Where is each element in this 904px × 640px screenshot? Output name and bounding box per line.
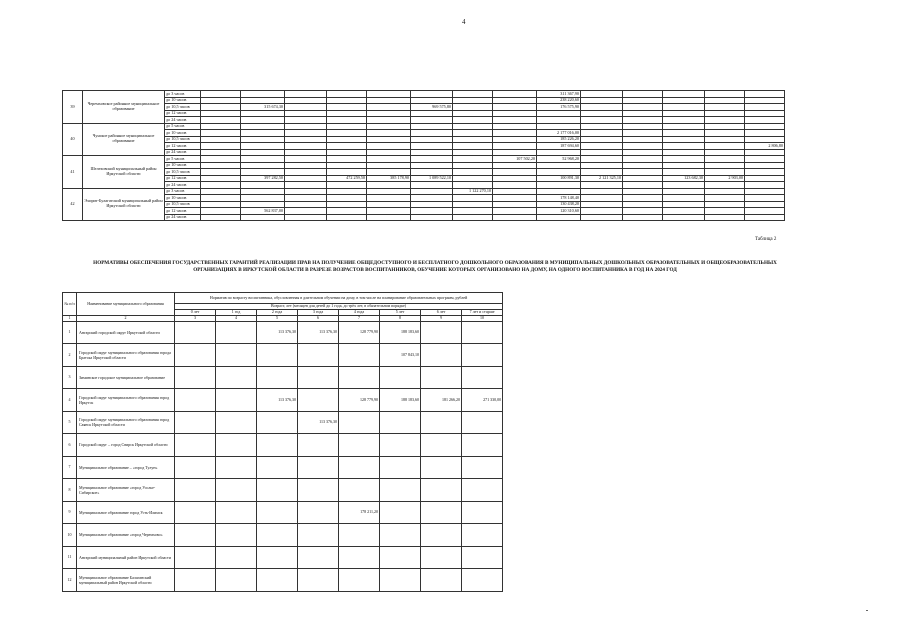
value-cell: 107 843,10	[380, 344, 421, 367]
value-cell: 472 259,50	[327, 175, 367, 182]
stay-duration: до 12 часов	[165, 110, 201, 117]
value-cell	[257, 434, 298, 457]
value-cell	[462, 344, 503, 367]
value-cell	[175, 546, 216, 569]
value-cell: 178 211,20	[339, 501, 380, 524]
stay-duration: до 24 часов	[165, 182, 201, 189]
value-cell	[257, 501, 298, 524]
value-cell	[257, 344, 298, 367]
value-cell: 123 682,30	[663, 175, 705, 182]
value-cell	[257, 366, 298, 389]
value-cell	[421, 569, 462, 592]
value-cell	[339, 569, 380, 592]
municipality-name: Шелеховский муниципальный район Иркутской области	[83, 156, 165, 189]
value-cell: 311 367,90	[537, 91, 581, 98]
municipality-name: Городской округ муниципального образования город Саянск Иркутской области	[77, 411, 175, 434]
section-title: НОРМАТИВЫ ОБЕСПЕЧЕНИЯ ГОСУДАРСТВЕННЫХ ГАРАНТИЙ РЕАЛИЗАЦИИ ПРАВ НА ПОЛУЧЕНИЕ ОБЩЕДОСТУПНОГО И БЕСПЛАТНОГО ДОШКОЛЬНОГО ОБРАЗОВАНИЯ В МУНИЦИПАЛЬНЫХ ДОШКОЛЬНЫХ ОБРАЗОВАТЕЛЬНЫХ И ОБЩЕОБРАЗОВАТЕЛЬНЫХ ОРГАНИЗАЦИЯХ В ИРКУТСКОЙ ОБЛАСТИ В РАЗРЕЗЕ ВОЗРАСТОВ ВОСПИТАННИКОВ, ОБУЧЕНИЕ КОТОРЫХ ОРГАНИЗОВАНО НА ДОМУ, НА ОДНОГО ВОСПИТАННИКА В ГОД НА 2024 ГОД	[93, 260, 777, 274]
stay-duration: до 10 часов	[165, 162, 201, 169]
value-cell	[663, 214, 705, 221]
value-cell	[339, 546, 380, 569]
value-cell: 2 121 325,10	[581, 175, 623, 182]
row-number: 3	[63, 366, 77, 389]
table-row	[63, 501, 503, 524]
row-number: 11	[63, 546, 77, 569]
value-cell	[581, 214, 623, 221]
table-row	[63, 546, 503, 569]
value-cell: 1 122 270,10	[453, 188, 493, 195]
value-cell: 52 968,20	[537, 156, 581, 163]
value-cell	[421, 344, 462, 367]
value-cell	[201, 214, 241, 221]
value-cell	[175, 344, 216, 367]
table-row	[63, 524, 503, 547]
stay-duration: до 10 часов	[165, 130, 201, 137]
value-cell	[298, 389, 339, 412]
value-cell	[298, 501, 339, 524]
column-number: 1	[63, 315, 77, 321]
value-cell	[175, 411, 216, 434]
value-cell	[380, 434, 421, 457]
header-name: Наименование муниципального образования	[77, 293, 175, 316]
value-cell	[241, 214, 285, 221]
value-cell	[216, 456, 257, 479]
stay-duration: до 12 часов	[165, 175, 201, 182]
column-number: 6	[298, 315, 339, 321]
value-cell	[421, 456, 462, 479]
column-number: 5	[257, 315, 298, 321]
value-cell	[367, 214, 411, 221]
value-cell: 113 376,30	[298, 411, 339, 434]
value-cell: 185 226,20	[537, 136, 581, 143]
column-number: 2	[77, 315, 175, 321]
stay-duration: до 10,5 часов	[165, 136, 201, 143]
municipality-name: Чунское районное муниципальное образование	[83, 123, 165, 156]
row-number: 7	[63, 456, 77, 479]
value-cell	[705, 214, 745, 221]
value-cell: 188 183,60	[380, 321, 421, 344]
value-cell	[257, 479, 298, 502]
value-cell	[421, 501, 462, 524]
column-number: 7	[339, 315, 380, 321]
value-cell	[216, 524, 257, 547]
value-cell	[421, 434, 462, 457]
row-number: 8	[63, 479, 77, 502]
row-number: 40	[63, 123, 83, 156]
value-cell	[339, 366, 380, 389]
value-cell	[339, 344, 380, 367]
row-number: 4	[63, 389, 77, 412]
value-cell	[216, 344, 257, 367]
value-cell	[339, 524, 380, 547]
value-cell: 385 178,90	[367, 175, 411, 182]
age-header: 3 года	[298, 310, 339, 316]
value-cell: 120 310,60	[537, 208, 581, 215]
stay-duration: до 12 часов	[165, 208, 201, 215]
row-number: 6	[63, 434, 77, 457]
row-number: 10	[63, 524, 77, 547]
column-number: 4	[216, 315, 257, 321]
stay-duration: до 10 часов	[165, 195, 201, 202]
value-cell: 238 220,60	[537, 97, 581, 104]
table-row	[63, 214, 785, 221]
value-cell: 178 148,40	[537, 195, 581, 202]
value-cell	[257, 546, 298, 569]
header-group: Норматив по возрасту воспитанника, обусловленная в длительном обучении на дому, в том числе на планирование образовательных программ, рублей	[175, 293, 503, 304]
value-cell	[216, 546, 257, 569]
value-cell	[216, 434, 257, 457]
norms-table-continuation	[62, 90, 785, 221]
stay-duration: до 10,5 часов	[165, 201, 201, 208]
value-cell	[462, 411, 503, 434]
row-number: 9	[63, 501, 77, 524]
value-cell: 969 575,80	[411, 104, 453, 111]
value-cell	[421, 546, 462, 569]
value-cell	[380, 411, 421, 434]
table-row	[63, 456, 503, 479]
value-cell	[453, 214, 493, 221]
value-cell	[380, 366, 421, 389]
table-row	[63, 411, 503, 434]
value-cell	[216, 501, 257, 524]
value-cell	[175, 434, 216, 457]
table-row	[63, 569, 503, 592]
value-cell: 128 779,90	[339, 389, 380, 412]
stay-duration: до 12 часов	[165, 143, 201, 150]
municipality-name: Ангарский муниципальный район Иркутской области	[77, 546, 175, 569]
stay-duration: до 3 часов	[165, 188, 201, 195]
value-cell	[175, 389, 216, 412]
value-cell	[175, 321, 216, 344]
row-number: 1	[63, 321, 77, 344]
value-cell	[298, 569, 339, 592]
row-number: 41	[63, 156, 83, 189]
value-cell: 187 694,60	[537, 143, 581, 150]
value-cell	[327, 214, 367, 221]
value-cell	[380, 456, 421, 479]
table-row	[63, 434, 503, 457]
value-cell	[380, 501, 421, 524]
value-cell	[462, 366, 503, 389]
age-header: 2 года	[257, 310, 298, 316]
municipality-name: Черемховское районное муниципальное образование	[83, 91, 165, 124]
header-num: № п/п	[63, 293, 77, 316]
value-cell: 128 779,90	[339, 321, 380, 344]
value-cell	[216, 569, 257, 592]
value-cell	[285, 214, 327, 221]
value-cell	[462, 501, 503, 524]
value-cell	[339, 411, 380, 434]
value-cell	[216, 366, 257, 389]
stay-duration: до 24 часов	[165, 214, 201, 221]
value-cell	[257, 411, 298, 434]
municipality-name: Зиминское городское муниципальное образование	[77, 366, 175, 389]
value-cell: 315 674,30	[241, 104, 285, 111]
value-cell: 2 903,00	[705, 175, 745, 182]
value-cell	[745, 214, 785, 221]
value-cell	[380, 546, 421, 569]
table-row	[63, 344, 503, 367]
table-row	[63, 321, 503, 344]
value-cell	[257, 456, 298, 479]
value-cell	[623, 214, 663, 221]
age-header: 4 года	[339, 310, 380, 316]
value-cell: 176 575,90	[537, 104, 581, 111]
stay-duration: до 24 часов	[165, 117, 201, 124]
row-number: 42	[63, 188, 83, 221]
municipality-name: Муниципальное образование «город Черемхово»	[77, 524, 175, 547]
value-cell	[257, 569, 298, 592]
value-cell	[175, 366, 216, 389]
value-cell: 188 183,60	[380, 389, 421, 412]
value-cell	[462, 546, 503, 569]
value-cell	[298, 456, 339, 479]
value-cell	[411, 214, 453, 221]
stay-duration: до 5 часов	[165, 123, 201, 130]
page-number: 4	[462, 18, 466, 26]
value-cell	[175, 479, 216, 502]
table-row	[63, 479, 503, 502]
value-cell	[298, 366, 339, 389]
municipality-name: Эхирит-Булагатский муниципальный район Иркутской области	[83, 188, 165, 221]
value-cell	[421, 524, 462, 547]
value-cell	[175, 456, 216, 479]
column-number: 3	[175, 315, 216, 321]
value-cell: 562 837,00	[241, 208, 285, 215]
age-header: 1 год	[216, 310, 257, 316]
value-cell	[216, 321, 257, 344]
value-cell	[537, 214, 581, 221]
value-cell: 113 376,30	[257, 321, 298, 344]
stay-duration: до 3 часов	[165, 91, 201, 98]
value-cell	[175, 501, 216, 524]
value-cell: 107 502,20	[493, 156, 537, 163]
scan-mark	[866, 610, 868, 611]
column-number: 10	[462, 315, 503, 321]
column-number: 9	[421, 315, 462, 321]
stay-duration: до 10,5 часов	[165, 169, 201, 176]
stay-duration: до 10,5 часов	[165, 104, 201, 111]
header-subgroup: Возраст, лет (месяцев для детей до 1 года, до трёх лет, в обязательном порядке)	[175, 304, 503, 310]
municipality-name: Ангарский городской округ Иркутской области	[77, 321, 175, 344]
value-cell	[380, 524, 421, 547]
value-cell	[380, 569, 421, 592]
value-cell: 130 438,20	[537, 201, 581, 208]
value-cell: 113 376,30	[257, 389, 298, 412]
value-cell	[298, 524, 339, 547]
column-number: 8	[380, 315, 421, 321]
value-cell	[216, 389, 257, 412]
municipality-name: Городской округ муниципального образования города Братска Иркутской области	[77, 344, 175, 367]
value-cell	[339, 434, 380, 457]
row-number: 39	[63, 91, 83, 124]
value-cell	[421, 366, 462, 389]
value-cell: 100 891,30	[537, 175, 581, 182]
age-header: 5 лет	[380, 310, 421, 316]
value-cell	[298, 344, 339, 367]
value-cell	[462, 479, 503, 502]
age-header: 6 лет	[421, 310, 462, 316]
value-cell	[339, 456, 380, 479]
value-cell: 1 089 522,10	[411, 175, 453, 182]
table-row	[63, 389, 503, 412]
value-cell: 113 376,30	[298, 321, 339, 344]
home-education-norms-table	[62, 292, 503, 592]
stay-duration: до 5 часов	[165, 156, 201, 163]
age-header: 0 лет	[175, 310, 216, 316]
table-row	[63, 366, 503, 389]
value-cell	[339, 479, 380, 502]
value-cell	[462, 456, 503, 479]
value-cell	[175, 524, 216, 547]
value-cell: 397 282,50	[241, 175, 285, 182]
value-cell	[493, 214, 537, 221]
value-cell	[462, 321, 503, 344]
municipality-name: Муниципальное образование «город Усолье-Сибирское»	[77, 479, 175, 502]
value-cell	[298, 479, 339, 502]
row-number: 2	[63, 344, 77, 367]
row-number: 5	[63, 411, 77, 434]
value-cell: 271 330,00	[462, 389, 503, 412]
value-cell	[462, 569, 503, 592]
value-cell	[462, 434, 503, 457]
municipality-name: Муниципальное образование Балаганский муниципальный район Иркутской области	[77, 569, 175, 592]
value-cell: 2 177 016,00	[537, 130, 581, 137]
value-cell	[216, 479, 257, 502]
age-header: 7 лет и старше	[462, 310, 503, 316]
value-cell: 181 266,20	[421, 389, 462, 412]
stay-duration: до 24 часов	[165, 149, 201, 156]
value-cell	[257, 524, 298, 547]
municipality-name: Муниципальное образование – «город Тулун»	[77, 456, 175, 479]
municipality-name: Городской округ – город Свирск Иркутской области	[77, 434, 175, 457]
value-cell: 2 806,80	[745, 143, 785, 150]
municipality-name: Городской округ муниципального образования город Иркутск	[77, 389, 175, 412]
value-cell	[216, 411, 257, 434]
table-note: Таблица 2	[755, 237, 777, 242]
value-cell	[462, 524, 503, 547]
stay-duration: до 10 часов	[165, 97, 201, 104]
value-cell	[421, 411, 462, 434]
value-cell	[421, 479, 462, 502]
value-cell	[380, 479, 421, 502]
value-cell	[421, 321, 462, 344]
row-number: 12	[63, 569, 77, 592]
value-cell	[298, 546, 339, 569]
value-cell	[298, 434, 339, 457]
value-cell	[175, 569, 216, 592]
municipality-name: Муниципальное образование город Усть-Илимск	[77, 501, 175, 524]
